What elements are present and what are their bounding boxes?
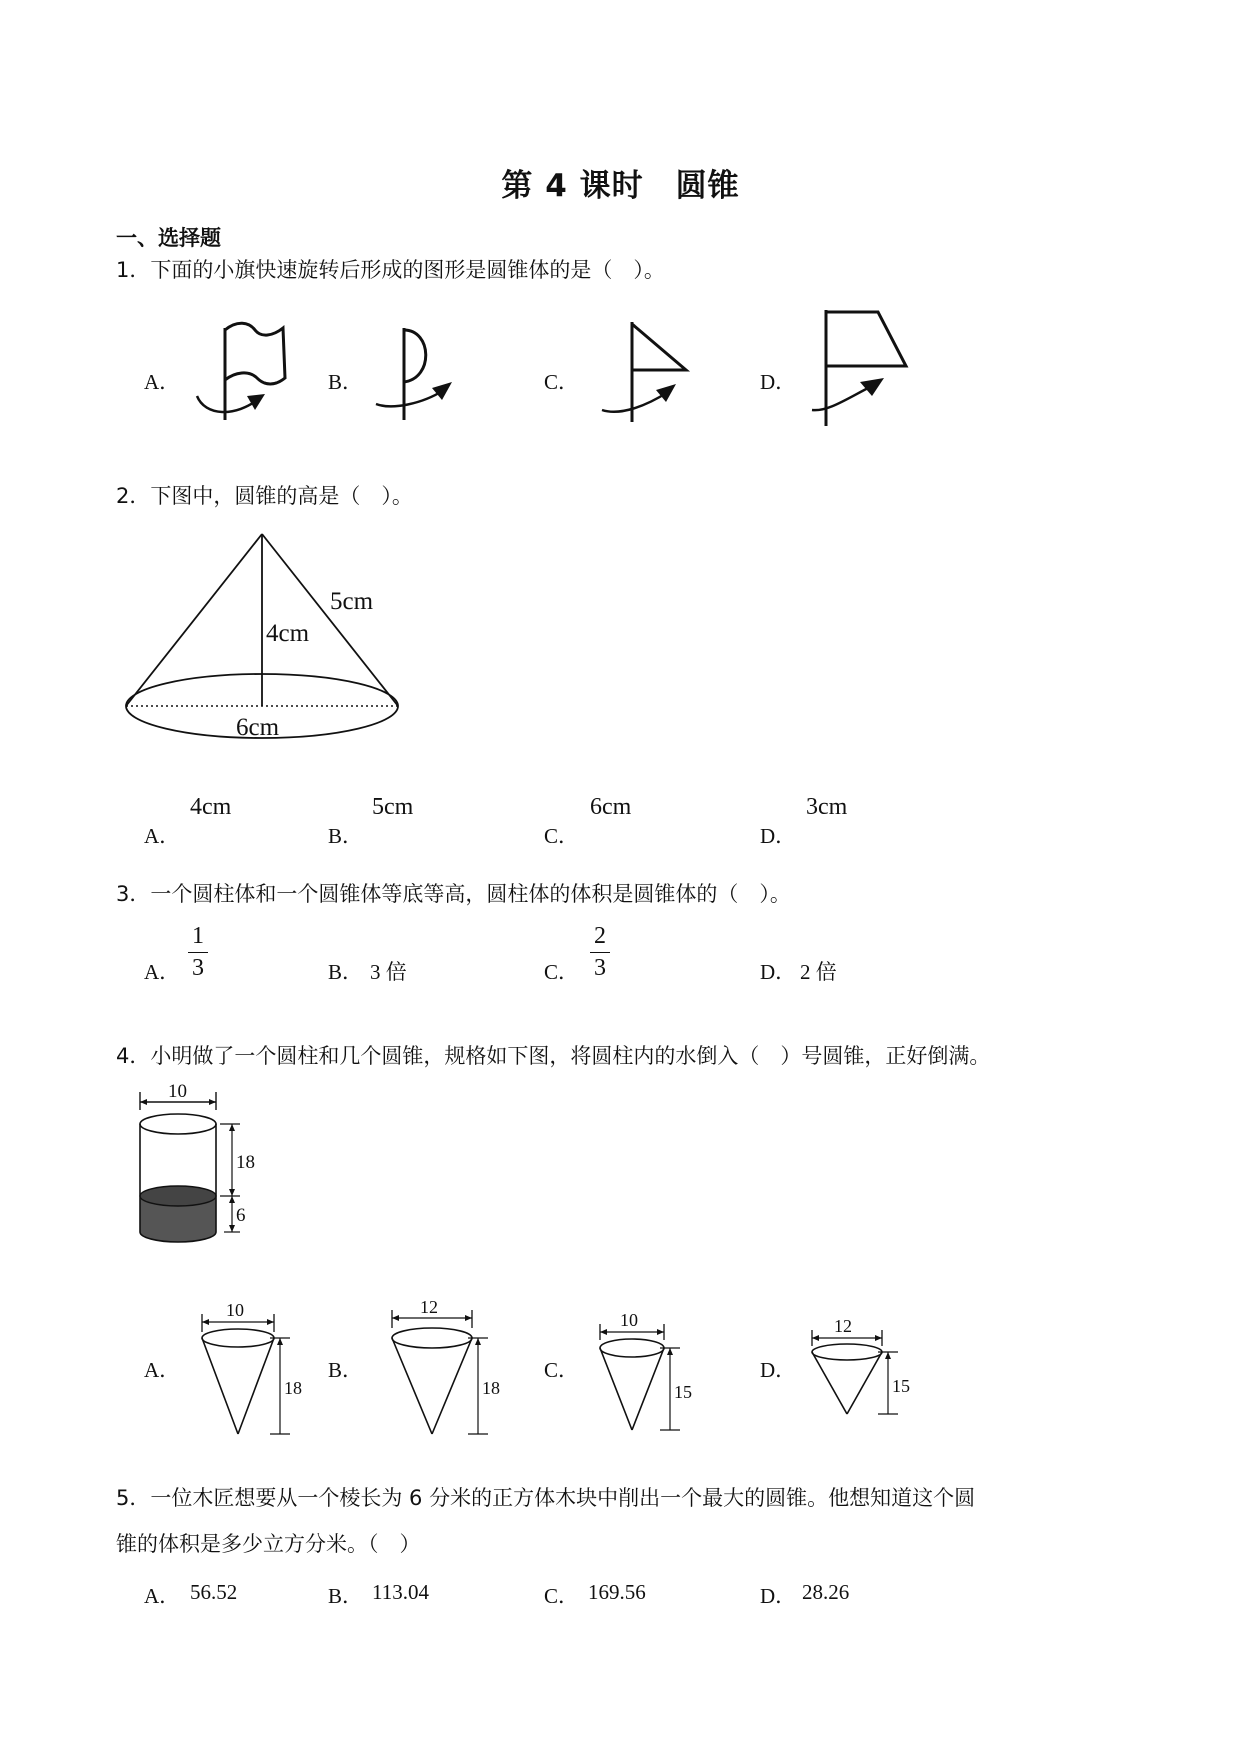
q2-option-a-value[interactable]: 4cm: [190, 794, 232, 820]
q4-cone-b-diameter: 12: [420, 1300, 438, 1317]
q5-option-d-label[interactable]: D．: [760, 1584, 797, 1608]
q2-diameter-label: 6cm: [236, 714, 280, 741]
question-5-text-line2: 锥的体积是多少立方分米。（ ）: [116, 1532, 421, 1556]
q2-height-label: 4cm: [266, 620, 310, 647]
q5-option-a-label[interactable]: A．: [144, 1584, 181, 1608]
question-4-text: 4．小明做了一个圆柱和几个圆锥，规格如下图，将圆柱内的水倒入（ ）号圆锥，正好倒满。: [116, 1044, 991, 1068]
q4-cone-c-figure: [594, 1300, 704, 1440]
q2-option-d-label[interactable]: D．: [760, 824, 797, 848]
q3-option-a-label[interactable]: A．: [144, 960, 181, 984]
q3-option-d-value[interactable]: 2 倍: [800, 960, 837, 984]
q4-cone-b-figure: [386, 1300, 506, 1440]
q5-option-c-label[interactable]: C．: [544, 1584, 580, 1608]
q2-option-d-value[interactable]: 3cm: [806, 794, 848, 820]
q3-option-c-label[interactable]: C．: [544, 960, 580, 984]
question-1-text: 1．下面的小旗快速旋转后形成的图形是圆锥体的是（ ）。: [116, 258, 665, 282]
q3-option-a-fraction[interactable]: [188, 924, 208, 981]
q4-option-b-label[interactable]: B．: [328, 1358, 364, 1382]
q4-option-a-label[interactable]: A．: [144, 1358, 181, 1382]
q4-cone-d-figure: [806, 1300, 916, 1440]
fraction-bar: [188, 952, 208, 953]
q2-option-c-value[interactable]: 6cm: [590, 794, 632, 820]
q3-option-a-numerator: 1: [192, 923, 204, 949]
q1-option-d-label[interactable]: D．: [760, 370, 797, 394]
q5-option-b-value[interactable]: 113.04: [372, 1580, 429, 1604]
q4-cylinder-diameter: 10: [168, 1084, 187, 1102]
q5-option-d-value[interactable]: 28.26: [802, 1580, 850, 1604]
q4-cone-a-figure: [196, 1300, 306, 1440]
q1-wavy-flag-figure: [195, 318, 295, 428]
q3-option-c-denominator: 3: [594, 955, 606, 982]
q2-option-b-label[interactable]: B．: [328, 824, 364, 848]
page-title: 第 4 课时 圆锥: [501, 168, 740, 204]
question-2-text: 2．下图中，圆锥的高是（ ）。: [116, 484, 413, 508]
q4-cylinder-figure: [120, 1084, 280, 1259]
q2-cone-figure: [118, 520, 418, 760]
q4-cone-d-diameter: 12: [834, 1316, 852, 1336]
q5-option-c-value[interactable]: 169.56: [588, 1580, 646, 1604]
q4-cone-c-diameter: 10: [620, 1310, 638, 1330]
q3-option-b-value[interactable]: 3 倍: [370, 960, 407, 984]
q4-cone-a-diameter: 10: [226, 1300, 244, 1320]
q3-option-b-label[interactable]: B．: [328, 960, 364, 984]
question-3-text: 3．一个圆柱体和一个圆锥体等底等高，圆柱体的体积是圆锥体的（ ）。: [116, 882, 791, 906]
q4-cone-b-height: 18: [482, 1378, 500, 1398]
q4-cone-d-height: 15: [892, 1376, 910, 1396]
q4-cylinder-water-height: 6: [236, 1205, 246, 1226]
q1-trapezoid-flag-figure: [808, 306, 918, 432]
q4-cone-a-height: 18: [284, 1378, 302, 1398]
q4-option-c-label[interactable]: C．: [544, 1358, 580, 1382]
fraction-bar: [590, 952, 610, 953]
q1-option-a-label[interactable]: A．: [144, 370, 181, 394]
q1-option-c-label[interactable]: C．: [544, 370, 580, 394]
q4-cone-c-height: 15: [674, 1382, 692, 1402]
q1-semicircle-flag-figure: [372, 318, 472, 428]
q1-triangle-flag-figure: [596, 318, 696, 428]
q3-option-a-denominator: 3: [192, 955, 204, 982]
q5-option-a-value[interactable]: 56.52: [190, 1580, 238, 1604]
q5-option-b-label[interactable]: B．: [328, 1584, 364, 1608]
q4-option-d-label[interactable]: D．: [760, 1358, 797, 1382]
q3-option-c-numerator: 2: [594, 923, 606, 949]
q1-option-b-label[interactable]: B．: [328, 370, 364, 394]
question-5-text-line1: 5．一位木匠想要从一个棱长为 6 分米的正方体木块中削出一个最大的圆锥。他想知道这个圆: [116, 1486, 976, 1510]
q2-option-c-label[interactable]: C．: [544, 824, 580, 848]
q2-option-b-value[interactable]: 5cm: [372, 794, 414, 820]
q4-cylinder-empty-height: 18: [236, 1152, 255, 1173]
q3-option-d-label[interactable]: D．: [760, 960, 797, 984]
q2-slant-label: 5cm: [330, 588, 374, 615]
section-heading: 一、选择题: [116, 226, 221, 250]
q2-option-a-label[interactable]: A．: [144, 824, 181, 848]
q3-option-c-fraction[interactable]: [590, 924, 610, 981]
